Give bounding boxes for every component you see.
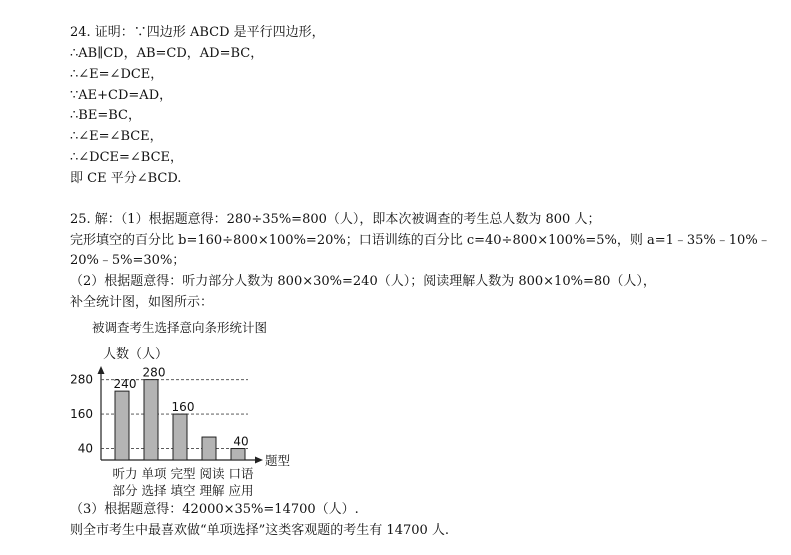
data-label: 40 (233, 434, 249, 449)
q24-line: ∴AB∥CD，AB=CD，AD=BC， (70, 46, 264, 61)
q25-line: 20%﹣5%=30%； (70, 253, 186, 268)
data-label: 160 (171, 400, 195, 415)
y-tick-label: 40 (77, 441, 93, 456)
data-label: 240 (113, 377, 137, 392)
bar-chart (68, 340, 298, 502)
q25-line: （3）根据题意得：42000×35%=14700（人）. (70, 502, 359, 517)
category-label: 填空 (170, 483, 196, 498)
chart-title: 被调查考生选择意向条形统计图 (92, 320, 268, 335)
q24-line: 即 CE 平分∠BCD. (70, 171, 182, 186)
y-tick-label: 160 (70, 407, 93, 422)
q25-line: 则全市考生中最喜欢做“单项选择”这类客观题的考生有 14700 人. (70, 523, 450, 538)
q24-line: ∴∠E=∠DCE， (70, 67, 164, 82)
category-label: 理解 (199, 483, 225, 498)
q24-line: ∴∠DCE=∠BCE， (70, 150, 184, 165)
y-axis-arrow (98, 366, 105, 374)
category-label: 应用 (228, 483, 254, 498)
q25-line: 完形填空的百分比 b=160÷800×100%=20%；口语训练的百分比 c=40÷800×100%=5%，则 a=1﹣35%﹣10%﹣ (70, 233, 771, 248)
bar (173, 414, 187, 460)
category-label: 选择 (141, 483, 167, 498)
bar (144, 380, 158, 460)
category-label: 单项 (141, 466, 167, 481)
category-label: 阅读 (199, 466, 225, 481)
x-axis-arrow (255, 457, 263, 464)
category-label: 部分 (112, 483, 138, 498)
q24-line: 24. 证明：∵四边形 ABCD 是平行四边形， (70, 25, 325, 40)
q25-line: （2）根据题意得：听力部分人数为 800×30%=240（人）；阅读理解人数为 800×10%=80（人）， (70, 274, 656, 289)
bar (202, 437, 216, 460)
bar (231, 449, 245, 460)
category-label: 听力 (112, 466, 138, 481)
x-axis-label: 题型 (265, 453, 291, 468)
q25-line: 25. 解：（1）根据题意得：280÷35%=800（人），即本次被调查的考生总人数为 800 人； (70, 212, 601, 227)
q25-line: 补全统计图，如图所示： (70, 295, 214, 310)
q24-line: ∴BE=BC， (70, 108, 141, 123)
bar (115, 391, 129, 460)
q24-line: ∵AE+CD=AD， (70, 88, 173, 103)
y-tick-label: 280 (70, 372, 93, 387)
y-axis-label: 人数（人） (103, 347, 169, 362)
category-label: 完型 (170, 466, 196, 481)
data-label: 280 (142, 365, 166, 380)
q24-line: ∴∠E=∠BCE， (70, 129, 163, 144)
category-label: 口语 (228, 466, 254, 481)
